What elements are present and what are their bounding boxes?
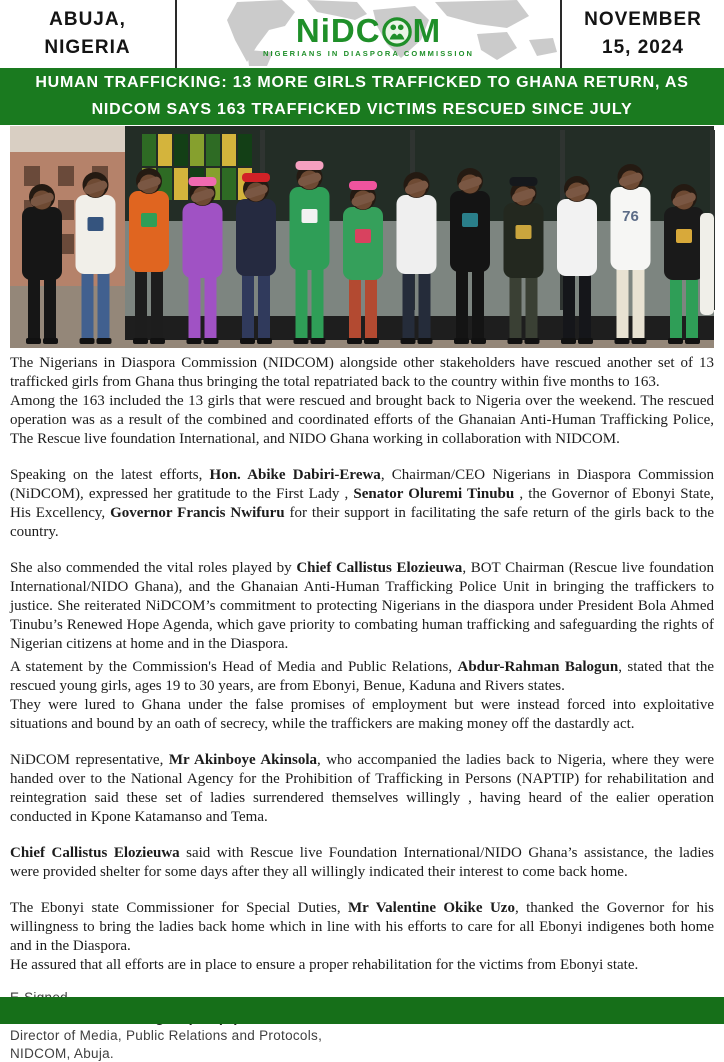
- logo-wordmark: [296, 14, 441, 47]
- article-paragraph: NiDCOM representative, Mr Akinboye Akinsola, who accompanied the ladies back to Nigeria, where they were handed over to the National Agency for the Prohibition of Trafficking in Persons (NAPTIP) for rehabilitation and reintegration said these set of ladies surrendered themselves willingly , having heard of the ealier operation conducted in Kpone Katamanso and Tema.: [10, 752, 714, 825]
- headline-banner: [0, 68, 724, 125]
- svg-text:76: 76: [622, 208, 639, 225]
- logo-tagline: NIGERIANS IN DIASPORA COMMISSION: [262, 49, 475, 58]
- header-logo-cell: [177, 0, 560, 68]
- article-paragraph: A statement by the Commission's Head of Media and Public Relations, Abdur-Rahman Balogun, stated that the rescued young girls, ages 19 to 30 years, are from Ebonyi, Benue, Kaduna and Rivers states.: [10, 659, 714, 694]
- date-line2: 15, 2024: [602, 37, 684, 58]
- logo-text-left: NiDC: [295, 12, 381, 49]
- photo-rescued-girls: [10, 126, 714, 348]
- article-paragraph: Among the 163 included the 13 girls that were rescued and brought back to Nigeria over the weekend. The rescued operation was as a result of the combined and coordinated efforts of the Ghanaian Anti-Human Trafficking Police, The Rescue live foundation International, and NIDO Ghana working in collaboration with NIDCOM.: [10, 393, 714, 447]
- location-line1: ABUJA,: [49, 9, 126, 31]
- header-date: [560, 0, 724, 68]
- article-body: [0, 348, 724, 975]
- date-line1: NOVEMBER: [584, 9, 702, 31]
- article-paragraph: He assured that all efforts are in place to ensure a proper rehabilitation for the victims from Ebonyi state.: [10, 957, 639, 973]
- photo-illustration: [10, 126, 714, 348]
- headline-line1: HUMAN TRAFFICKING: 13 MORE GIRLS TRAFFICKED TO GHANA RETURN, AS: [35, 74, 689, 92]
- signatory-title: Director of Media, Public Relations and Protocols,: [10, 1028, 323, 1044]
- article-paragraph: She also commended the vital roles played by Chief Callistus Elozieuwa, BOT Chairman (Rescue live foundation International/NIDO Ghana), and the Ghanaian Anti-Human Trafficking Police Unit in bringing the traffickers to justice. She reiterated NiDCOM’s commitment to protecting Nigerians in the diaspora under President Bola Ahmed Tinubu’s Renewed Hope Agenda, which gave priority to combating human trafficking and safeguarding the rights of Nigerian citizens at home and in the Diaspora.: [10, 560, 714, 652]
- globe-icon: [382, 17, 412, 47]
- nidcom-logo: [263, 10, 474, 58]
- article-paragraph: They were lured to Ghana under the false promises of employment but were instead forced into exploitative situations and bound by an oath of secrecy, while the traffickers are making money off the dastardly act.: [10, 697, 714, 732]
- signatory-org: NIDCOM, Abuja.: [10, 1045, 114, 1061]
- header-location: [0, 0, 177, 68]
- bottom-green-bar: [0, 997, 724, 1024]
- header: [0, 0, 724, 68]
- logo-text-right: M: [412, 12, 442, 49]
- article-paragraph: Speaking on the latest efforts, Hon. Abike Dabiri-Erewa, Chairman/CEO Nigerians in Diaspora Commission (NiDCOM), expressed her gratitude to the First Lady , Senator Oluremi Tinubu , the Governor of Ebonyi State, His Excellency, Governor Francis Nwifuru for their support in facilitating the safe return of the girls back to the country.: [10, 467, 715, 540]
- article-paragraph: The Nigerians in Diaspora Commission (NIDCOM) alongside other stakeholders have rescued another set of 13 trafficked girls from Ghana thus bringing the total repatriated back to the country within five months to 163.: [10, 355, 714, 390]
- headline-line2: NIDCOM SAYS 163 TRAFFICKED VICTIMS RESCUED SINCE JULY: [91, 100, 633, 118]
- article-paragraph: The Ebonyi state Commissioner for Special Duties, Mr Valentine Okike Uzo, thanked the Governor for his willingness to bring the ladies back home which in line with his efforts to care for all Ebonyi indigenes both home and in the Diaspora.: [10, 900, 714, 954]
- article-paragraph: Chief Callistus Elozieuwa said with Rescue live Foundation International/NIDO Ghana’s assistance, the ladies were provided shelter for some days after they all willingly indicated their interest to come back home.: [10, 845, 714, 880]
- location-line2: NIGERIA: [44, 37, 131, 58]
